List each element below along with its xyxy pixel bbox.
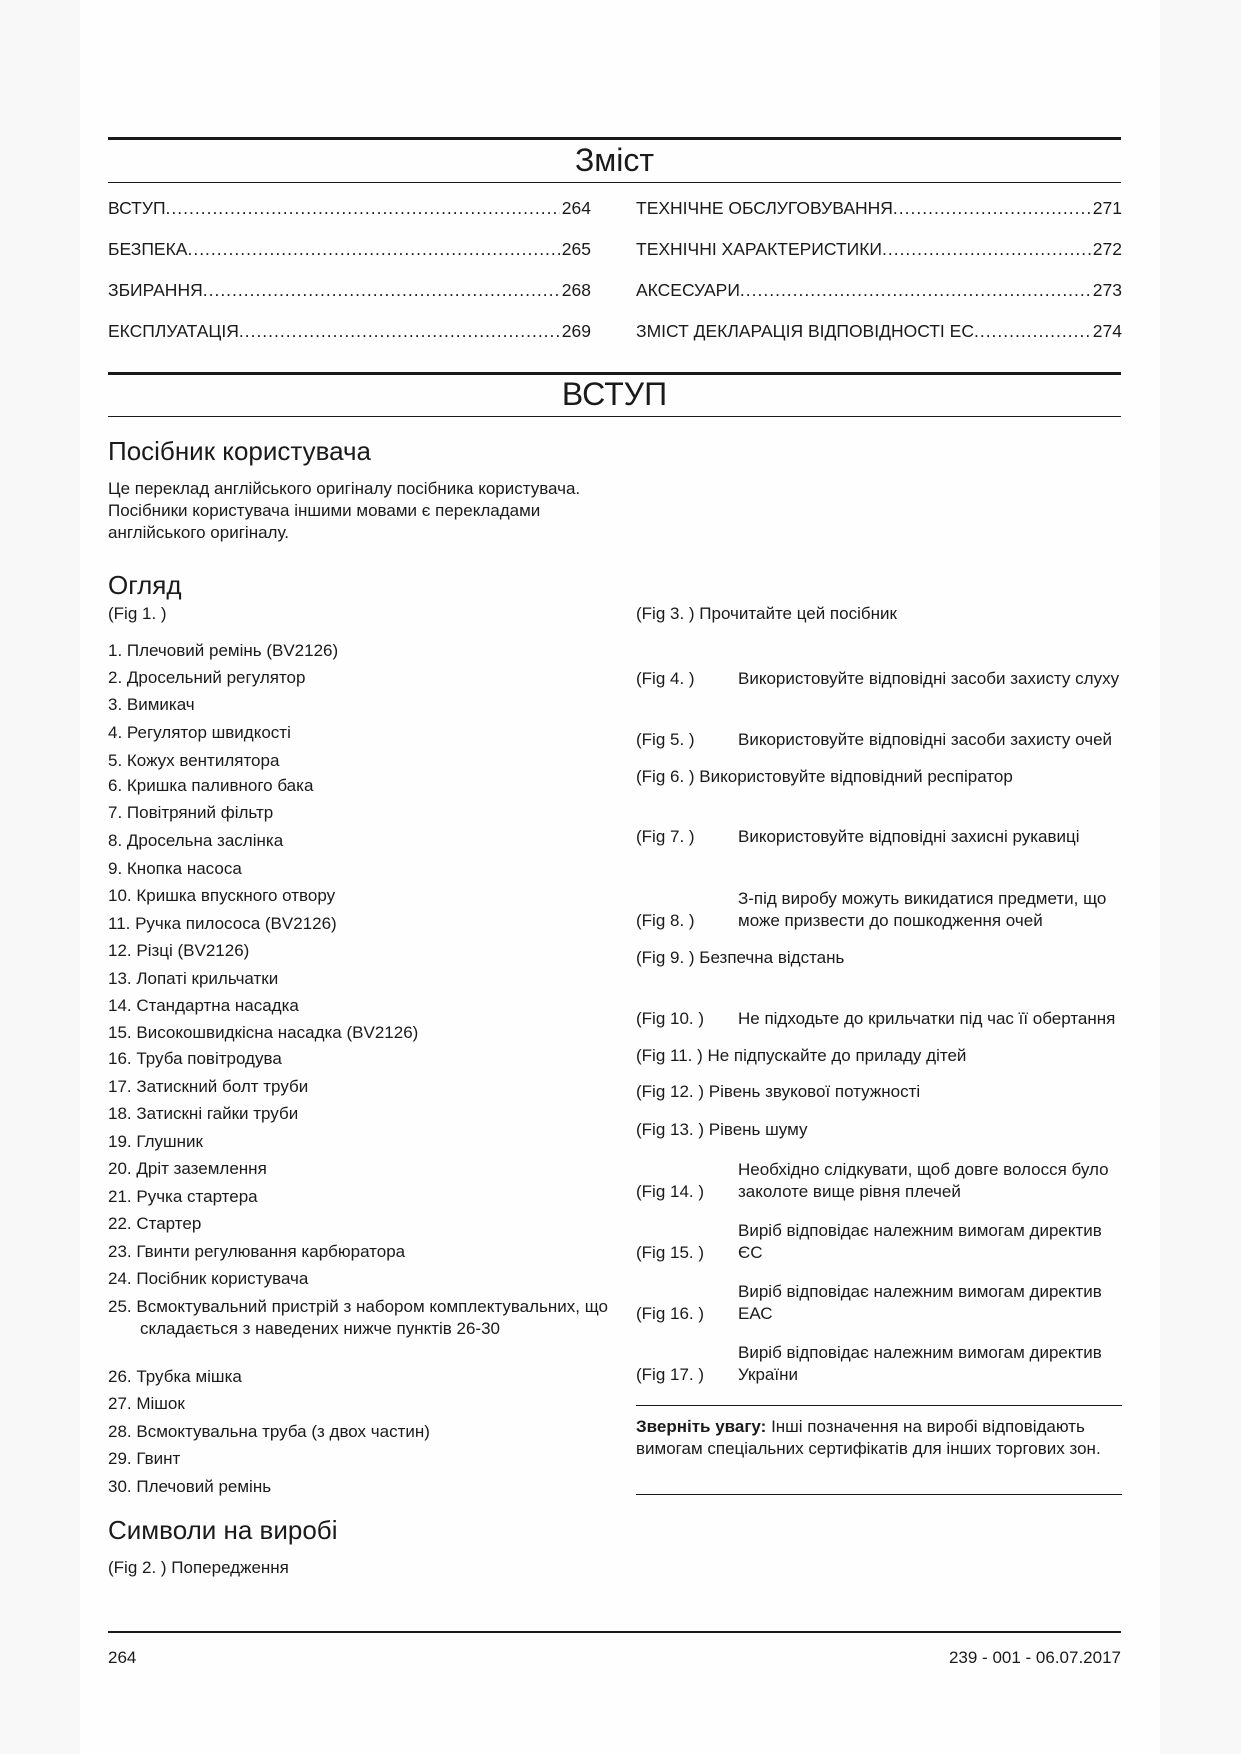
symbol-fig-11: (Fig 11. ) Не підпускайте до приладу дітей [636,1046,967,1065]
list-item: 27. Мішок [108,1394,185,1413]
toc-page: 274 [1092,321,1122,341]
toc-page: 269 [561,321,591,341]
intro-top-rule [108,372,1121,375]
toc-page: 268 [561,280,591,300]
manual-text: Це переклад англійського оригіналу посібника користувача. Посібники користувача іншими мовами є перекладами англійського оригіналу. [108,479,581,542]
symbols-heading: Символи на виробі [108,1515,338,1545]
list-item: 8. Дросельна заслінка [108,831,284,850]
overview-heading: Огляд [108,570,182,600]
toc-entry-operation[interactable]: ЕКСПЛУАТАЦІЯ ..... 269 [108,321,591,343]
list-item: 1. Плечовий ремінь (BV2126) [108,641,339,660]
list-item: 3. Вимикач [108,695,195,714]
toc-entry-safety[interactable]: БЕЗПЕКА ..... 265 [108,239,591,261]
page-number: 264 [108,1648,137,1667]
toc-title: Зміст [574,142,655,178]
toc-page: 271 [1092,198,1122,218]
manual-heading: Посібник користувача [108,436,372,466]
toc-page: 273 [1092,280,1122,300]
symbol-fig-6: (Fig 6. ) Використовуйте відповідний респіратор [636,767,1013,786]
list-item: 19. Глушник [108,1132,203,1151]
list-item: 18. Затискні гайки труби [108,1104,299,1123]
list-item: 23. Гвинти регулювання карбюратора [108,1242,406,1261]
list-item: 29. Гвинт [108,1449,181,1468]
note-bottom-rule [636,1494,1122,1495]
document-code: 239 - 001 - 06.07.2017 [948,1648,1121,1667]
symbol-fig-9: (Fig 9. ) Безпечна відстань [636,948,845,967]
list-item: 25. Всмоктувальний пристрій з набором комплектувальних, що складається з наведених нижче пунктів 26-30 [108,1297,608,1338]
intro-title-rule [108,416,1121,417]
symbol-fig-2: (Fig 2. ) Попередження [108,1558,289,1577]
toc-entry-accessories[interactable]: АКСЕСУАРИ ..... 273 [636,280,1122,302]
list-item: 22. Стартер [108,1214,202,1233]
list-item: 7. Повітряний фільтр [108,803,274,822]
intro-title: ВСТУП [561,376,668,412]
toc-entry-declaration[interactable]: ЗМІСТ ДЕКЛАРАЦІЯ ВІДПОВІДНОСТІ ЕС ..... 274 [636,321,1122,343]
list-item: 26. Трубка мішка [108,1367,242,1386]
list-item: 24. Посібник користувача [108,1269,309,1288]
list-item: 21. Ручка стартера [108,1187,258,1206]
list-item: 28. Всмоктувальна труба (з двох частин) [108,1422,430,1441]
list-item: 4. Регулятор швидкості [108,723,291,742]
list-item: 16. Труба повітродува [108,1049,282,1068]
note-text [636,1416,1121,1460]
toc-top-rule [108,137,1121,140]
list-item: 5. Кожух вентилятора [108,751,280,770]
symbol-fig-12: (Fig 12. ) Рівень звукової потужності [636,1082,921,1101]
footer-rule [108,1631,1121,1633]
list-item: 12. Різці (BV2126) [108,941,250,960]
list-item: 2. Дросельний регулятор [108,668,306,687]
toc-page: 264 [561,198,591,218]
list-item: 17. Затискний болт труби [108,1077,309,1096]
toc-entry-maintenance[interactable]: ТЕХНІЧНЕ ОБСЛУГОВУВАННЯ ..... 271 [636,198,1122,220]
note-body: Інші позначення на виробі відповідають вимогам спеціальних сертифікатів для інших торгових зон. [636,1417,1101,1458]
overview-fig-ref: (Fig 1. ) [108,604,167,623]
list-item: 10. Кришка впускного отвору [108,886,336,905]
toc-entry-intro[interactable]: ВСТУП ..... 264 [108,198,591,220]
toc-entry-assembly[interactable]: ЗБИРАННЯ ..... 268 [108,280,591,302]
list-item: 20. Дріт заземлення [108,1159,267,1178]
note-label: Зверніть увагу: [636,1417,767,1436]
list-item: 6. Кришка паливного бака [108,776,314,795]
symbol-fig-3: (Fig 3. ) Прочитайте цей посібник [636,604,897,623]
symbol-fig-13: (Fig 13. ) Рівень шуму [636,1120,808,1139]
note-top-rule [636,1405,1122,1406]
list-item: 11. Ручка пилососа (BV2126) [108,914,337,933]
toc-entry-specs[interactable]: ТЕХНІЧНІ ХАРАКТЕРИСТИКИ ..... 272 [636,239,1122,261]
list-item: 13. Лопаті крильчатки [108,969,279,988]
list-item: 14. Стандартна насадка [108,996,299,1015]
list-item: 30. Плечовий ремінь [108,1477,272,1496]
toc-page: 272 [1092,239,1122,259]
toc-page: 265 [561,239,591,259]
list-item: 9. Кнопка насоса [108,859,242,878]
list-item: 15. Високошвидкісна насадка (BV2126) [108,1023,419,1042]
toc-title-rule [108,182,1121,183]
